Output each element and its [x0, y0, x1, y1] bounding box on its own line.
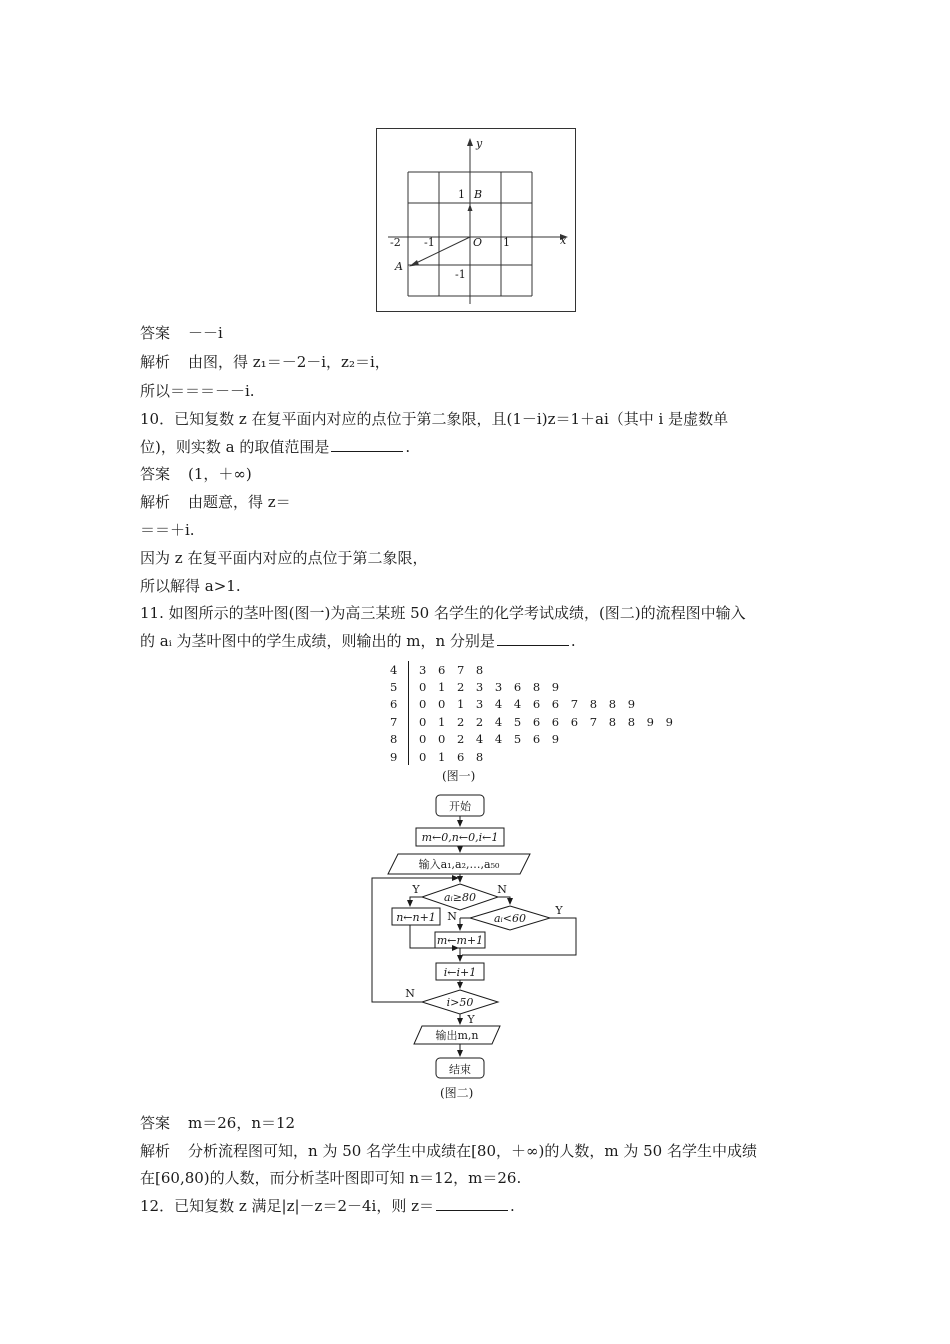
analysis-label: 解析: [140, 493, 171, 511]
i-inc-label: i←i+1: [443, 966, 477, 979]
q9-answer: [140, 323, 223, 343]
cond2-label: aᵢ<60: [494, 912, 526, 925]
n-inc-label: n←n+1: [396, 911, 436, 924]
cond3-label: i>50: [446, 996, 474, 1009]
leaves: 3 6 7 8: [419, 662, 488, 677]
answer-blank: [497, 631, 569, 646]
leaves: 0 1 6 8: [419, 749, 488, 764]
end-label: 结束: [449, 1063, 471, 1076]
point-A-label: A: [395, 260, 403, 273]
stem-row: [390, 713, 677, 730]
cond2-yes: Y: [555, 904, 563, 917]
m-inc-label: m←m+1: [436, 934, 484, 947]
stem-row: [390, 678, 677, 695]
point-B-label: B: [474, 188, 483, 201]
q10-stem-line2: 位)，则实数 a 的取值范围是 .: [140, 438, 411, 456]
q10-answer: [140, 464, 252, 484]
stem: 7: [390, 714, 398, 729]
q10-analysis-2: ＝＝＋i.: [140, 521, 195, 539]
vector-OA-arrow-icon: [409, 260, 419, 267]
q11-analysis-2: 在[60,80)的人数，而分析茎叶图即可知 n＝12，m＝26.: [140, 1169, 522, 1187]
y-axis-arrow-icon: [467, 138, 473, 146]
vector-OB-arrow-icon: [468, 204, 473, 211]
q10-stem-text: 位)，则实数 a 的取值范围是: [140, 438, 330, 456]
leaves: 0 1 2 2 4 5 6 6 6 7 8 8 9 9: [419, 714, 677, 729]
input-label: 输入a₁,a₂,…,a₅₀: [418, 858, 500, 871]
q9-analysis: [140, 352, 390, 372]
q12-stem: 12．已知复数 z 满足|z|－z＝2－4i，则 z＝ .: [140, 1197, 515, 1215]
leaves: 0 0 2 4 4 5 6 9: [419, 732, 564, 747]
stem-row: [390, 661, 677, 678]
cond2-no: N: [447, 910, 457, 923]
q12-stem-text: 12．已知复数 z 满足|z|－z＝2－4i，则 z＝: [140, 1197, 434, 1215]
cond1-label: aᵢ≥80: [444, 891, 476, 904]
q10-analysis: [140, 492, 291, 512]
complex-plane-figure: [376, 128, 576, 312]
stem: 4: [390, 662, 398, 677]
stem: 9: [390, 749, 398, 764]
analysis-label: 解析: [140, 353, 171, 371]
q10-analysis-3: 因为 z 在复平面内对应的点位于第二象限，: [140, 549, 428, 567]
cond1-yes: Y: [412, 883, 420, 896]
leaves: 0 1 2 3 3 6 8 9: [419, 680, 564, 695]
q11-analysis: [140, 1141, 757, 1161]
init-label: m←0,n←0,i←1: [421, 831, 499, 844]
stem-row: [390, 696, 677, 713]
cond3-yes: Y: [467, 1013, 475, 1026]
answer-text: (1，＋∞): [188, 465, 252, 483]
y-tick-1: 1: [458, 188, 465, 201]
q11-stem-line1: 11. 如图所示的茎叶图(图一)为高三某班 50 名学生的化学考试成绩，(图二)的流程图中输入: [140, 604, 746, 622]
leaves: 0 0 1 3 4 4 6 6 7 8 8 9: [419, 697, 640, 712]
x-tick-neg2: -2: [390, 236, 401, 249]
figure-caption-2: (图二): [440, 1086, 474, 1100]
x-tick-neg1: -1: [424, 236, 435, 249]
start-label: 开始: [449, 800, 471, 813]
analysis-text: 分析流程图可知，n 为 50 名学生中成绩在[80，＋∞)的人数，m 为 50 名学生中成绩: [188, 1142, 757, 1160]
q9-analysis-2: 所以＝＝＝－－i.: [140, 382, 255, 400]
q10-analysis-4: 所以解得 a>1.: [140, 577, 241, 595]
stem-leaf-plot: [390, 661, 677, 765]
answer-blank: [436, 1196, 508, 1211]
output-label: 输出m,n: [435, 1029, 479, 1042]
x-axis-label: x: [560, 234, 567, 247]
analysis-text: 由图，得 z₁＝－2－i，z₂＝i，: [188, 353, 390, 371]
origin-label: O: [473, 236, 483, 249]
x-tick-1: 1: [503, 236, 510, 249]
figure-caption-1: (图一): [442, 769, 476, 783]
answer-label: 答案: [140, 324, 171, 342]
q10-stem-line1: 10．已知复数 z 在复平面内对应的点位于第二象限，且(1－i)z＝1＋ai（其中 i 是虚数单: [140, 410, 729, 428]
q11-stem-text: 的 aᵢ 为茎叶图中的学生成绩，则输出的 m，n 分别是: [140, 632, 495, 650]
cond3-no: N: [405, 987, 415, 1000]
stem-row: [390, 731, 677, 748]
stem: 6: [390, 697, 398, 712]
q11-answer: [140, 1113, 295, 1133]
flowchart-figure: [360, 790, 600, 1080]
analysis-text: 由题意，得 z＝: [188, 493, 291, 511]
answer-blank: [331, 437, 403, 452]
y-tick-neg1: -1: [455, 268, 466, 281]
answer-label: 答案: [140, 1114, 171, 1132]
stem: 5: [390, 680, 398, 695]
answer-text: －－i: [188, 324, 223, 342]
figure-frame: [377, 129, 576, 312]
q11-stem-line2: 的 aᵢ 为茎叶图中的学生成绩，则输出的 m，n 分别是 .: [140, 632, 576, 650]
answer-text: m＝26，n＝12: [188, 1114, 296, 1132]
answer-label: 答案: [140, 465, 171, 483]
stem-row: [390, 748, 677, 765]
analysis-label: 解析: [140, 1142, 171, 1160]
vector-OA: [414, 237, 470, 264]
stem: 8: [390, 732, 398, 747]
y-axis-label: y: [476, 137, 483, 150]
cond1-no: N: [497, 883, 507, 896]
